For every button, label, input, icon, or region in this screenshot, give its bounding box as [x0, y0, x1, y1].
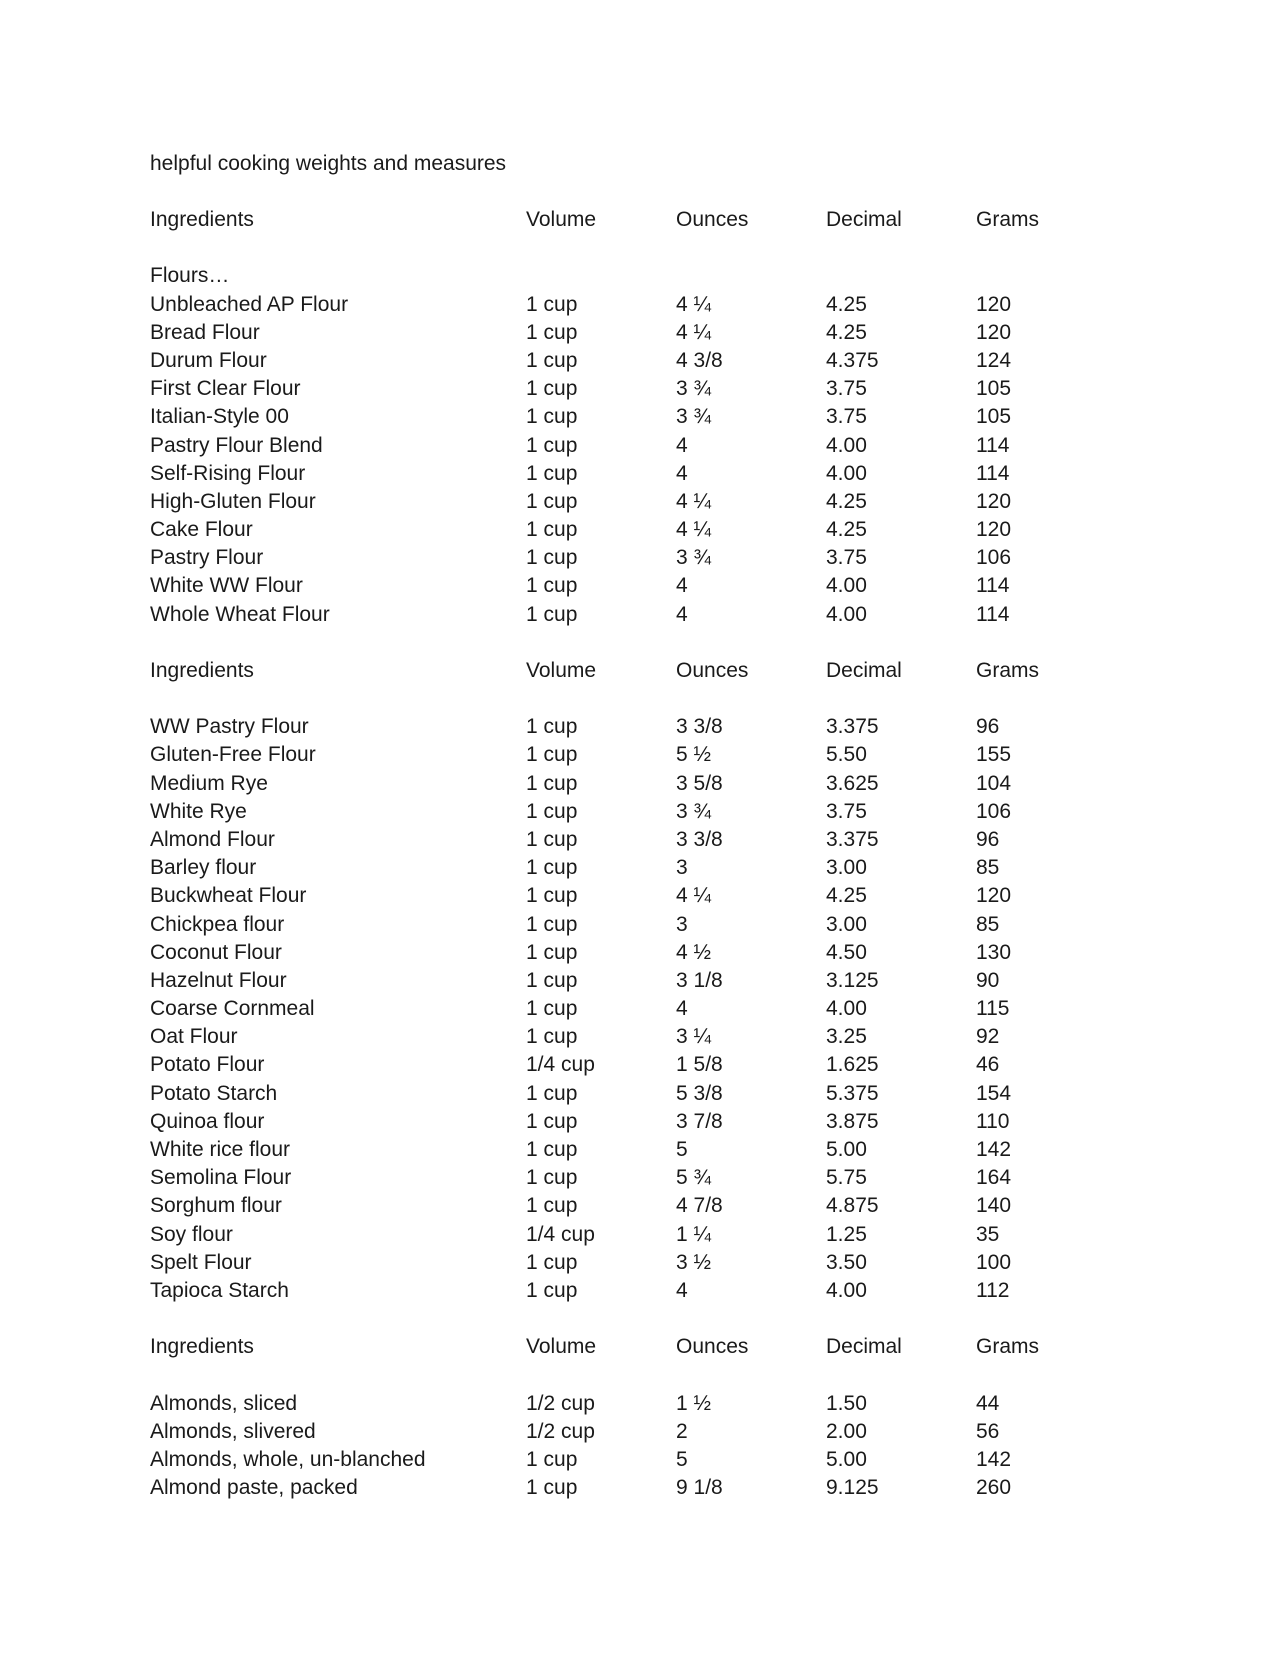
- ingredient-cell: Sorghum flour: [150, 1194, 282, 1218]
- ingredient-cell: Bread Flour: [150, 320, 260, 344]
- table-header-row: [150, 657, 1150, 685]
- table-row: [150, 798, 1150, 826]
- ounces-cell: 4: [676, 433, 688, 457]
- volume-cell: 1 cup: [526, 1081, 578, 1105]
- table-header-row: [150, 206, 1150, 234]
- ounces-cell: 4: [676, 574, 688, 598]
- decimal-cell: 3.125: [826, 968, 879, 992]
- decimal-cell: 4.25: [826, 292, 867, 316]
- ounces-cell: 3: [676, 912, 688, 936]
- ingredient-cell: Potato Starch: [150, 1081, 278, 1105]
- volume-cell: 1 cup: [526, 1025, 578, 1049]
- header-volume: Volume: [526, 1335, 597, 1359]
- grams-cell: 114: [976, 602, 1010, 626]
- ingredient-cell: Almond Flour: [150, 827, 275, 851]
- header-volume: Volume: [526, 658, 597, 682]
- decimal-cell: 3.375: [826, 715, 879, 739]
- volume-cell: 1 cup: [526, 1250, 578, 1274]
- decimal-cell: 3.75: [826, 377, 867, 401]
- ounces-cell: 5 3/8: [676, 1081, 723, 1105]
- grams-cell: 44: [976, 1391, 1000, 1415]
- grams-cell: 100: [976, 1250, 1012, 1274]
- ounces-cell: 9 1/8: [676, 1476, 723, 1500]
- ounces-cell: 4 7/8: [676, 1194, 723, 1218]
- volume-cell: 1 cup: [526, 546, 578, 570]
- table-row: [150, 319, 1150, 347]
- header-decimal: Decimal: [826, 1335, 902, 1359]
- volume-cell: 1 cup: [526, 602, 578, 626]
- table-row: [150, 375, 1150, 403]
- table-row: [150, 713, 1150, 741]
- ounces-cell: 4 ¼: [676, 292, 712, 316]
- volume-cell: 1/2 cup: [526, 1391, 595, 1415]
- ounces-cell: 3 5/8: [676, 771, 723, 795]
- table-section-flours-2: [150, 657, 1150, 1305]
- decimal-cell: 5.375: [826, 1081, 879, 1105]
- ounces-cell: 3 1/8: [676, 968, 723, 992]
- ingredient-cell: Barley flour: [150, 856, 257, 880]
- decimal-cell: 3.25: [826, 1025, 867, 1049]
- grams-cell: 90: [976, 968, 1000, 992]
- header-grams: Grams: [976, 208, 1039, 231]
- ingredient-cell: Durum Flour: [150, 348, 267, 372]
- volume-cell: 1 cup: [526, 856, 578, 880]
- volume-cell: 1 cup: [526, 405, 578, 429]
- grams-cell: 120: [976, 489, 1012, 513]
- volume-cell: 1 cup: [526, 292, 578, 316]
- section-subtitle: [150, 262, 1150, 290]
- ounces-cell: 1 ½: [676, 1391, 712, 1415]
- ingredient-cell: Soy flour: [150, 1222, 233, 1246]
- ounces-cell: 4: [676, 461, 688, 485]
- grams-cell: 124: [976, 348, 1012, 372]
- decimal-cell: 5.00: [826, 1447, 867, 1471]
- decimal-cell: 3.375: [826, 827, 879, 851]
- table-row: [150, 882, 1150, 910]
- table-row: [150, 1390, 1150, 1418]
- ingredient-cell: High-Gluten Flour: [150, 489, 316, 513]
- table-row: [150, 601, 1150, 629]
- decimal-cell: 5.75: [826, 1166, 867, 1190]
- decimal-cell: 3.00: [826, 912, 867, 936]
- ingredient-cell: Spelt Flour: [150, 1250, 252, 1274]
- ounces-cell: 3 3/8: [676, 715, 723, 739]
- volume-cell: 1 cup: [526, 1278, 578, 1302]
- grams-cell: 130: [976, 940, 1012, 964]
- table-row: [150, 488, 1150, 516]
- decimal-cell: 3.00: [826, 856, 867, 880]
- ounces-cell: 4 3/8: [676, 348, 723, 372]
- ounces-cell: 5: [676, 1138, 688, 1161]
- grams-cell: 114: [976, 461, 1010, 485]
- decimal-cell: 4.00: [826, 574, 867, 598]
- table-row: [150, 516, 1150, 544]
- decimal-cell: 3.75: [826, 405, 867, 429]
- ingredient-cell: Coarse Cornmeal: [150, 997, 315, 1021]
- table-row: [150, 741, 1150, 769]
- table-row: [150, 995, 1150, 1023]
- header-grams: Grams: [976, 1335, 1039, 1359]
- header-ounces: Ounces: [676, 658, 749, 682]
- ingredient-cell: Tapioca Starch: [150, 1278, 289, 1302]
- ingredient-cell: WW Pastry Flour: [150, 715, 309, 739]
- grams-cell: 56: [976, 1419, 1000, 1443]
- decimal-cell: 3.875: [826, 1109, 879, 1133]
- ingredient-cell: Self-Rising Flour: [150, 461, 306, 485]
- volume-cell: 1 cup: [526, 771, 578, 795]
- ingredient-cell: White rice flour: [150, 1138, 291, 1161]
- table-row: [150, 967, 1150, 995]
- grams-cell: 120: [976, 518, 1012, 542]
- decimal-cell: 4.25: [826, 320, 867, 344]
- volume-cell: 1 cup: [526, 1476, 578, 1500]
- decimal-cell: 1.50: [826, 1391, 867, 1415]
- header-ounces: Ounces: [676, 208, 749, 231]
- ounces-cell: 3 ¼: [676, 1025, 712, 1049]
- volume-cell: 1 cup: [526, 827, 578, 851]
- ingredient-cell: Whole Wheat Flour: [150, 602, 330, 626]
- table-row: [150, 572, 1150, 600]
- decimal-cell: 4.875: [826, 1194, 879, 1218]
- decimal-cell: 3.50: [826, 1250, 867, 1274]
- ingredient-cell: Hazelnut Flour: [150, 968, 287, 992]
- decimal-cell: 3.625: [826, 771, 879, 795]
- decimal-cell: 1.25: [826, 1222, 867, 1246]
- grams-cell: 114: [976, 433, 1010, 457]
- ounces-cell: 3 ¾: [676, 546, 712, 570]
- ounces-cell: 4 ¼: [676, 320, 712, 344]
- table-row: [150, 939, 1150, 967]
- decimal-cell: 2.00: [826, 1419, 867, 1443]
- volume-cell: 1 cup: [526, 1109, 578, 1133]
- grams-cell: 106: [976, 546, 1012, 570]
- header-decimal: Decimal: [826, 208, 902, 231]
- ingredient-cell: Almonds, whole, un-blanched: [150, 1447, 426, 1471]
- grams-cell: 105: [976, 405, 1012, 429]
- table-row: [150, 1164, 1150, 1192]
- volume-cell: 1 cup: [526, 968, 578, 992]
- table-row: [150, 1446, 1150, 1474]
- grams-cell: 85: [976, 856, 1000, 880]
- volume-cell: 1 cup: [526, 489, 578, 513]
- decimal-cell: 1.625: [826, 1053, 879, 1077]
- table-body: [150, 713, 1150, 1305]
- ounces-cell: 5: [676, 1447, 688, 1471]
- grams-cell: 142: [976, 1138, 1012, 1161]
- table-row: [150, 1136, 1150, 1164]
- ingredient-cell: Chickpea flour: [150, 912, 285, 936]
- grams-cell: 164: [976, 1166, 1012, 1190]
- ounces-cell: 3 ¾: [676, 377, 712, 401]
- volume-cell: 1 cup: [526, 1166, 578, 1190]
- decimal-cell: 9.125: [826, 1476, 879, 1500]
- header-ingredients: Ingredients: [150, 208, 254, 231]
- volume-cell: 1 cup: [526, 799, 578, 823]
- volume-cell: 1 cup: [526, 743, 578, 767]
- ingredient-cell: Potato Flour: [150, 1053, 265, 1077]
- volume-cell: 1 cup: [526, 884, 578, 908]
- table-row: [150, 347, 1150, 375]
- ounces-cell: 3 ½: [676, 1250, 712, 1274]
- ingredient-cell: First Clear Flour: [150, 377, 301, 401]
- grams-cell: 96: [976, 715, 1000, 739]
- ingredient-cell: Cake Flour: [150, 518, 253, 542]
- ounces-cell: 4: [676, 1278, 688, 1302]
- ingredient-cell: Oat Flour: [150, 1025, 238, 1049]
- volume-cell: 1 cup: [526, 1138, 578, 1161]
- decimal-cell: 3.75: [826, 546, 867, 570]
- volume-cell: 1 cup: [526, 320, 578, 344]
- grams-cell: 114: [976, 574, 1010, 598]
- table-row: [150, 1051, 1150, 1079]
- table-row: [150, 291, 1150, 319]
- volume-cell: 1 cup: [526, 912, 578, 936]
- table-section-flours: [150, 206, 1150, 629]
- ounces-cell: 4 ¼: [676, 489, 712, 513]
- grams-cell: 140: [976, 1194, 1012, 1218]
- ingredient-cell: Almonds, slivered: [150, 1419, 316, 1443]
- ounces-cell: 4 ¼: [676, 884, 712, 908]
- grams-cell: 96: [976, 827, 1000, 851]
- header-decimal: Decimal: [826, 658, 902, 682]
- grams-cell: 120: [976, 320, 1012, 344]
- ingredient-cell: Quinoa flour: [150, 1109, 265, 1133]
- table-row: [150, 770, 1150, 798]
- decimal-cell: 4.00: [826, 1278, 867, 1302]
- volume-cell: 1/4 cup: [526, 1222, 595, 1246]
- ounces-cell: 5 ¾: [676, 1166, 712, 1190]
- grams-cell: 112: [976, 1278, 1010, 1302]
- decimal-cell: 4.00: [826, 602, 867, 626]
- table-section-nuts: [150, 1333, 1150, 1502]
- spacer: [150, 685, 1150, 713]
- ounces-cell: 2: [676, 1419, 688, 1443]
- table-row: [150, 460, 1150, 488]
- table-row: [150, 1249, 1150, 1277]
- decimal-cell: 4.25: [826, 489, 867, 513]
- ounces-cell: 3 7/8: [676, 1109, 723, 1133]
- volume-cell: 1 cup: [526, 1447, 578, 1471]
- ingredient-cell: Gluten-Free Flour: [150, 743, 316, 767]
- ounces-cell: 1 ¼: [676, 1222, 712, 1246]
- spacer: [150, 1361, 1150, 1389]
- document-title: helpful cooking weights and measures: [150, 152, 507, 175]
- header-ingredients: Ingredients: [150, 1335, 254, 1359]
- grams-cell: 260: [976, 1476, 1012, 1500]
- volume-cell: 1 cup: [526, 1194, 578, 1218]
- ounces-cell: 3 ¾: [676, 405, 712, 429]
- grams-cell: 142: [976, 1447, 1012, 1471]
- grams-cell: 105: [976, 377, 1012, 401]
- document-page: [150, 150, 1150, 1530]
- volume-cell: 1 cup: [526, 574, 578, 598]
- header-volume: Volume: [526, 208, 597, 231]
- ingredient-cell: White WW Flour: [150, 574, 303, 598]
- volume-cell: 1 cup: [526, 940, 578, 964]
- table-header-row: [150, 1333, 1150, 1361]
- grams-cell: 120: [976, 884, 1012, 908]
- ingredient-cell: Medium Rye: [150, 771, 268, 795]
- ounces-cell: 4 ½: [676, 940, 712, 964]
- ounces-cell: 3 ¾: [676, 799, 712, 823]
- grams-cell: 115: [976, 997, 1010, 1021]
- grams-cell: 154: [976, 1081, 1012, 1105]
- grams-cell: 110: [976, 1109, 1010, 1133]
- volume-cell: 1 cup: [526, 348, 578, 372]
- volume-cell: 1 cup: [526, 518, 578, 542]
- table-row: [150, 1277, 1150, 1305]
- grams-cell: 92: [976, 1025, 1000, 1049]
- volume-cell: 1/2 cup: [526, 1419, 595, 1443]
- grams-cell: 35: [976, 1222, 1000, 1246]
- volume-cell: 1 cup: [526, 461, 578, 485]
- header-ingredients: Ingredients: [150, 658, 254, 682]
- ingredient-cell: Almond paste, packed: [150, 1476, 358, 1500]
- decimal-cell: 4.375: [826, 348, 879, 372]
- ounces-cell: 3 3/8: [676, 827, 723, 851]
- subtitle-flours: Flours…: [150, 264, 230, 288]
- volume-cell: 1 cup: [526, 715, 578, 739]
- ingredient-cell: Buckwheat Flour: [150, 884, 307, 908]
- ounces-cell: 4: [676, 602, 688, 626]
- ingredient-cell: White Rye: [150, 799, 247, 823]
- header-grams: Grams: [976, 658, 1039, 682]
- ingredient-cell: Italian-Style 00: [150, 405, 289, 429]
- ounces-cell: 5 ½: [676, 743, 712, 767]
- table-row: [150, 1023, 1150, 1051]
- table-row: [150, 403, 1150, 431]
- ingredient-cell: Coconut Flour: [150, 940, 282, 964]
- decimal-cell: 4.50: [826, 940, 867, 964]
- volume-cell: 1 cup: [526, 433, 578, 457]
- grams-cell: 106: [976, 799, 1012, 823]
- decimal-cell: 4.25: [826, 884, 867, 908]
- table-row: [150, 432, 1150, 460]
- ingredient-cell: Almonds, sliced: [150, 1391, 298, 1415]
- spacer: [150, 234, 1150, 262]
- ounces-cell: 4: [676, 997, 688, 1021]
- ounces-cell: 3: [676, 856, 688, 880]
- header-ounces: Ounces: [676, 1335, 749, 1359]
- table-row: [150, 854, 1150, 882]
- decimal-cell: 4.00: [826, 997, 867, 1021]
- table-body: [150, 291, 1150, 629]
- table-row: [150, 1192, 1150, 1220]
- table-body: [150, 1390, 1150, 1503]
- table-row: [150, 1108, 1150, 1136]
- ounces-cell: 1 5/8: [676, 1053, 723, 1077]
- decimal-cell: 3.75: [826, 799, 867, 823]
- decimal-cell: 4.00: [826, 461, 867, 485]
- table-row: [150, 1221, 1150, 1249]
- table-row: [150, 826, 1150, 854]
- decimal-cell: 4.00: [826, 433, 867, 457]
- ounces-cell: 4 ¼: [676, 518, 712, 542]
- decimal-cell: 5.50: [826, 743, 867, 767]
- grams-cell: 120: [976, 292, 1012, 316]
- table-row: [150, 544, 1150, 572]
- grams-cell: 155: [976, 743, 1012, 767]
- ingredient-cell: Semolina Flour: [150, 1166, 292, 1190]
- decimal-cell: 5.00: [826, 1138, 867, 1161]
- grams-cell: 46: [976, 1053, 1000, 1077]
- volume-cell: 1/4 cup: [526, 1053, 595, 1077]
- ingredient-cell: Unbleached AP Flour: [150, 292, 349, 316]
- volume-cell: 1 cup: [526, 997, 578, 1021]
- table-row: [150, 1474, 1150, 1502]
- table-row: [150, 1418, 1150, 1446]
- table-row: [150, 1080, 1150, 1108]
- grams-cell: 85: [976, 912, 1000, 936]
- ingredient-cell: Pastry Flour Blend: [150, 433, 323, 457]
- decimal-cell: 4.25: [826, 518, 867, 542]
- table-row: [150, 911, 1150, 939]
- ingredient-cell: Pastry Flour: [150, 546, 264, 570]
- volume-cell: 1 cup: [526, 377, 578, 401]
- grams-cell: 104: [976, 771, 1012, 795]
